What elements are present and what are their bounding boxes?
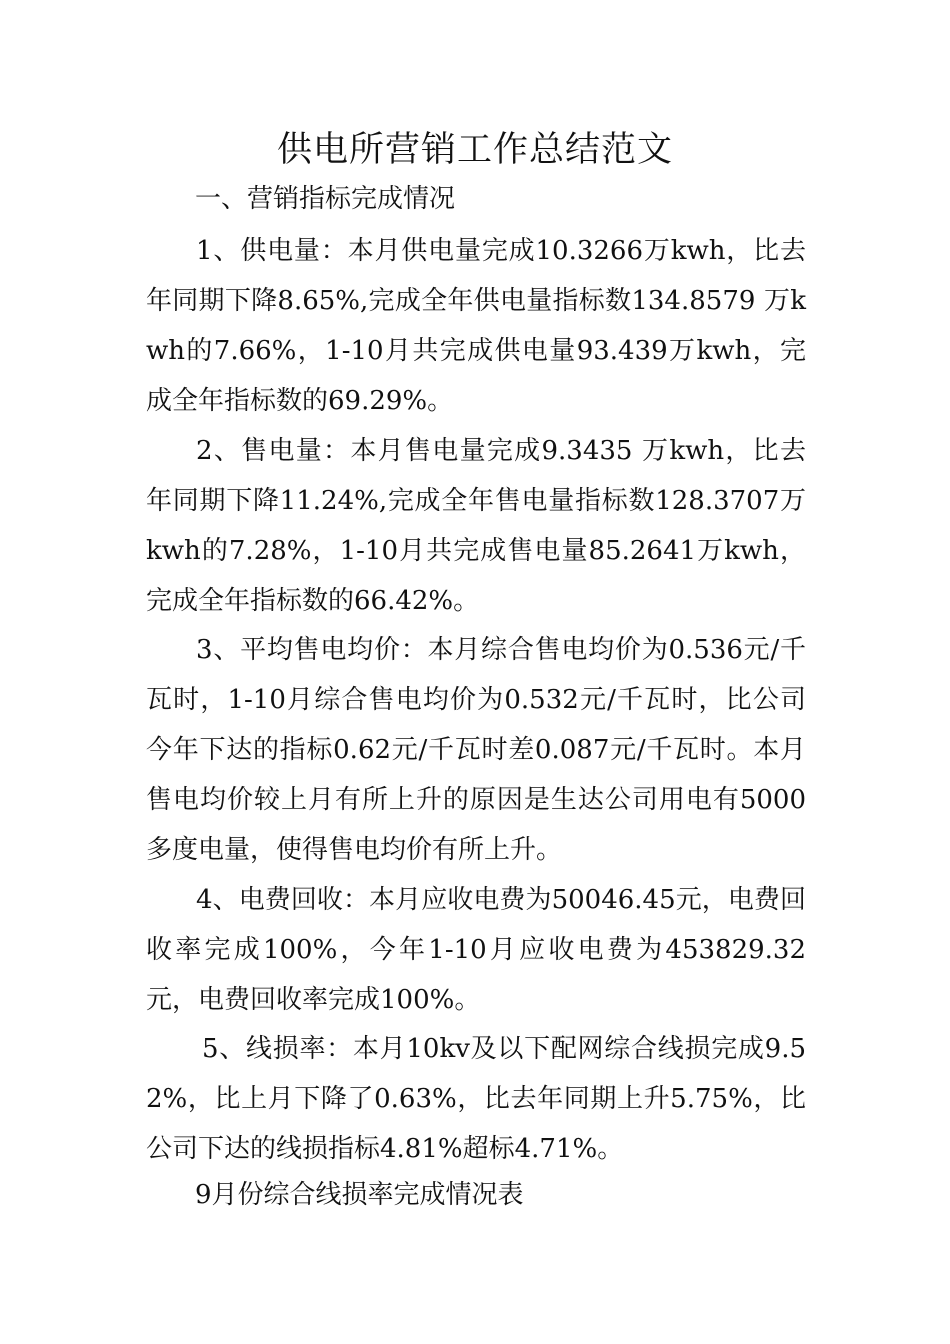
table-caption: 9月份综合线损率完成情况表 [195, 1180, 524, 1210]
paragraph-average-price: 3、平均售电均价：本月综合售电均价为0.536元/千瓦时，1-10月综合售电均价为0.532元/千瓦时，比公司今年下达的指标0.62元/千瓦时差0.087元/千瓦时。本月售电均价较上月有所上升的原因是生达公司用电有5000多度电量，使得售电均价有所上升。 [146, 635, 806, 865]
paragraph-power-supply: 1、供电量：本月供电量完成10.3266万kwh，比去年同期下降8.65%,完成全年供电量指标数134.8579 万kwh的7.66%，1-10月共完成供电量93.439万kwh，完成全年指标数的69.29%。 [146, 236, 806, 416]
paragraph-power-sales: 2、售电量：本月售电量完成9.3435 万kwh，比去年同期下降11.24%,完成全年售电量指标数128.3707万kwh的7.28%，1-10月共完成售电量85.2641万kwh，完成全年指标数的66.42%。 [146, 436, 806, 616]
paragraph-fee-collection: 4、电费回收：本月应收电费为50046.45元，电费回收率完成100%，今年1-10月应收电费为453829.32元，电费回收率完成100%。 [146, 885, 806, 1015]
document-title: 供电所营销工作总结范文 [276, 130, 673, 170]
section-heading: 一、营销指标完成情况 [195, 184, 456, 214]
paragraph-line-loss: 5、线损率：本月10kv及以下配网综合线损完成9.52%，比上月下降了0.63%，比去年同期上升5.75%，比公司下达的线损指标4.81%超标4.71%。 [146, 1034, 806, 1164]
